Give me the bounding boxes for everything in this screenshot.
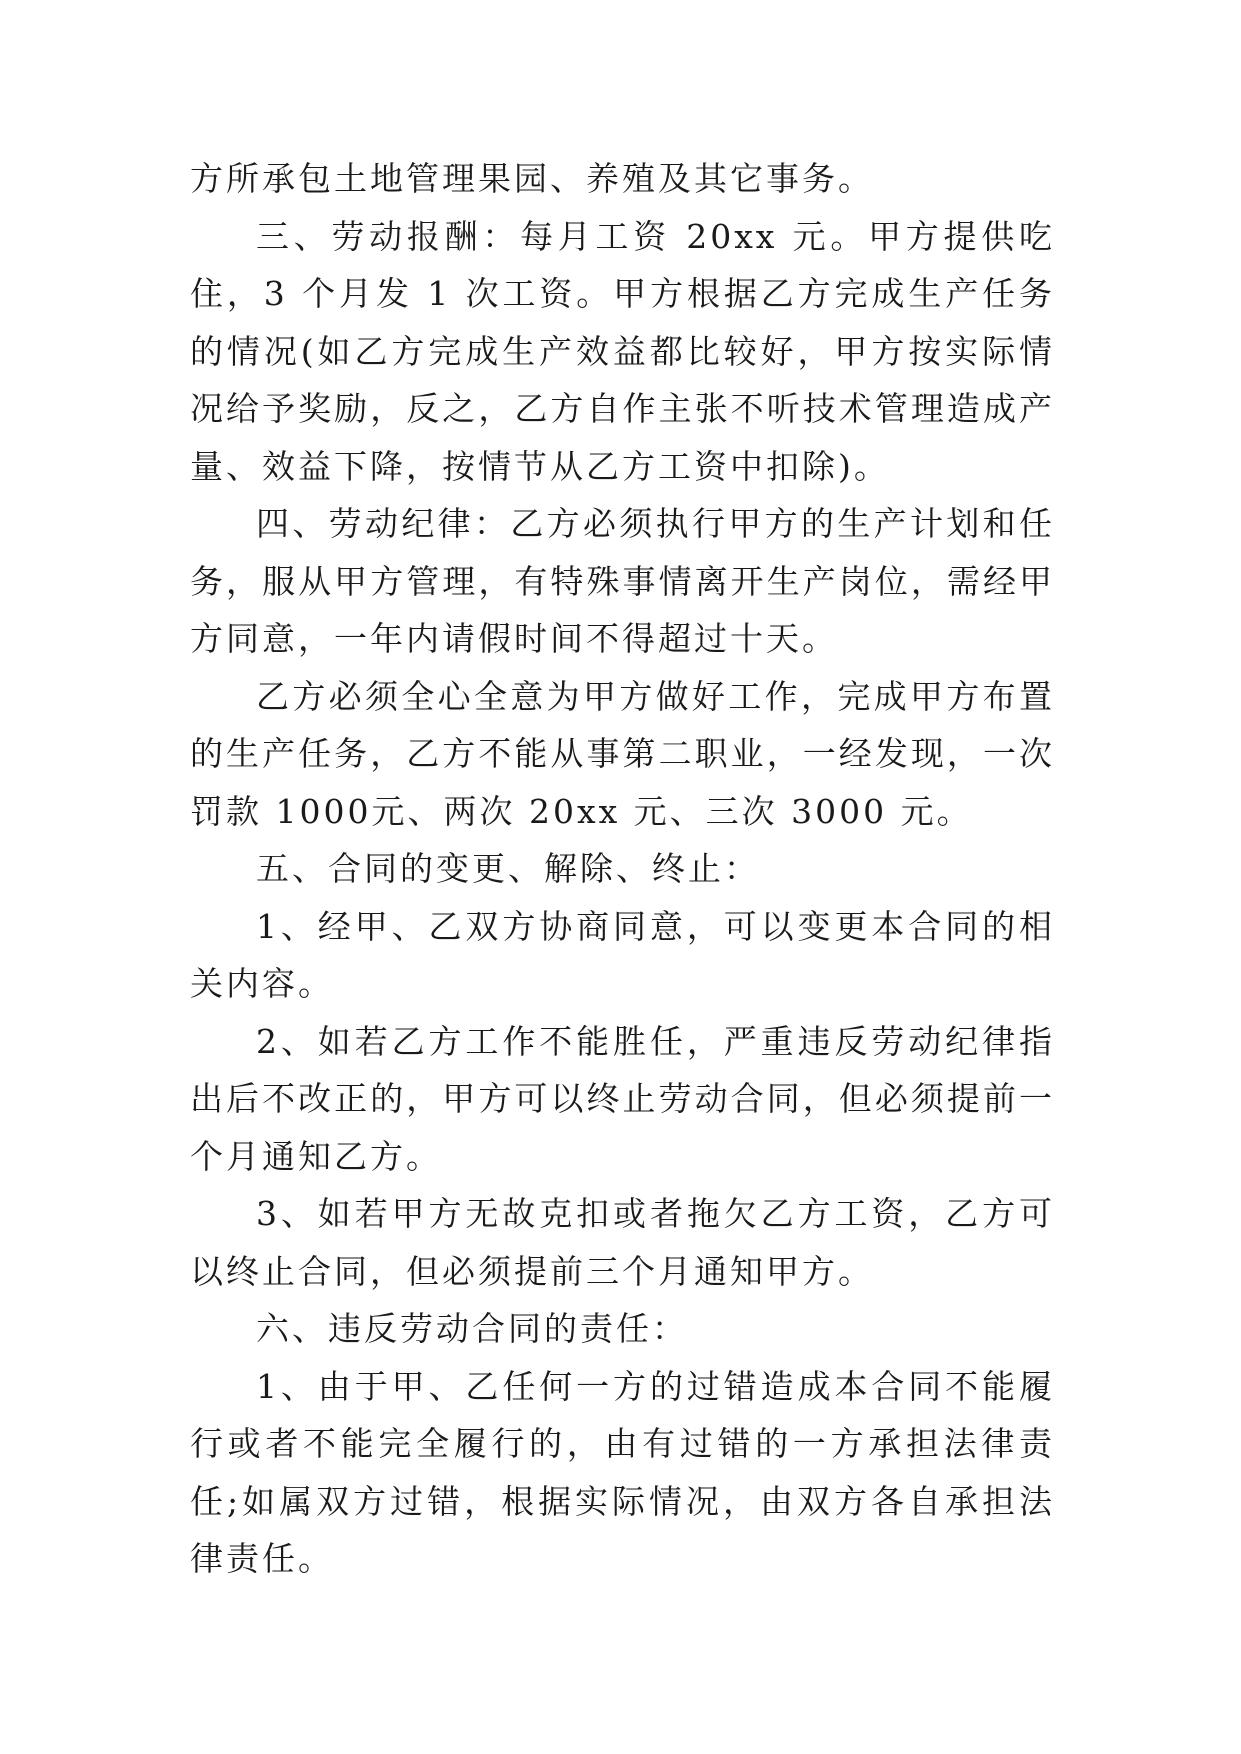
paragraph-labor-remuneration: 三、劳动报酬：每月工资 20xx 元。甲方提供吃住，3 个月发 1 次工资。甲方根据乙方完成生产任务的情况(如乙方完成生产效益都比较好，甲方按实际情况给予奖励，反之，乙方自作主张不听技术管理造成产量、效益下降，按情节从乙方工资中扣除)。 xyxy=(190,216,1055,486)
paragraph-change-clause-2: 2、如若乙方工作不能胜任，严重违反劳动纪律指出后不改正的，甲方可以终止劳动合同，但必须提前一个月通知乙方。 xyxy=(190,1021,1055,1176)
paragraph-liability-heading: 六、违反劳动合同的责任： xyxy=(256,1309,688,1348)
paragraph-continuation: 方所承包土地管理果园、养殖及其它事务。 xyxy=(190,159,874,198)
paragraph-second-job-penalty: 乙方必须全心全意为甲方做好工作，完成甲方布置的生产任务，乙方不能从事第二职业，一经发现，一次罚款 1000元、两次 20xx 元、三次 3000 元。 xyxy=(190,676,1055,831)
paragraph-liability-clause-1: 1、由于甲、乙任何一方的过错造成本合同不能履行或者不能完全履行的，由有过错的一方承担法律责任;如属双方过错，根据实际情况，由双方各自承担法律责任。 xyxy=(190,1366,1055,1578)
paragraph-contract-change-heading: 五、合同的变更、解除、终止： xyxy=(256,849,760,888)
paragraph-change-clause-3: 3、如若甲方无故克扣或者拖欠乙方工资，乙方可以终止合同，但必须提前三个月通知甲方。 xyxy=(190,1194,1055,1291)
paragraph-labor-discipline: 四、劳动纪律：乙方必须执行甲方的生产计划和任务，服从甲方管理，有特殊事情离开生产岗位，需经甲方同意，一年内请假时间不得超过十天。 xyxy=(190,504,1055,658)
paragraph-change-clause-1: 1、经甲、乙双方协商同意，可以变更本合同的相关内容。 xyxy=(190,906,1055,1003)
document-body xyxy=(190,150,1055,1588)
